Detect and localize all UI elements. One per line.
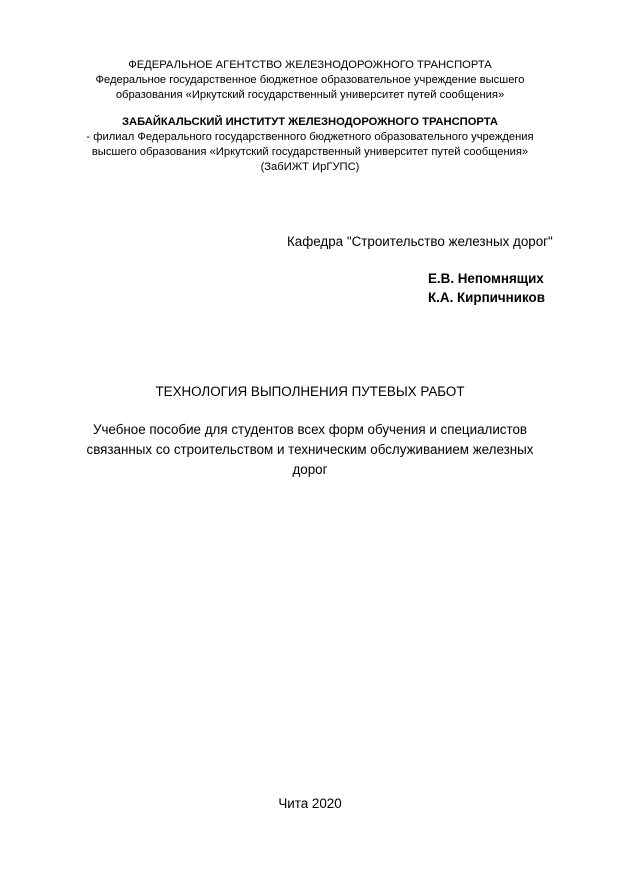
authors-block [428, 269, 545, 307]
university-line-1: Федеральное государственное бюджетное образовательное учреждение высшего [95, 74, 525, 86]
city-year: Чита 2020 [278, 796, 342, 811]
branch-line-1: - филиал Федерального государственного бюджетного образовательного учреждения [86, 131, 534, 143]
author-1: Е.В. Непомнящих [428, 271, 544, 286]
document-title: ТЕХНОЛОГИЯ ВЫПОЛНЕНИЯ ПУТЕВЫХ РАБОТ [155, 384, 465, 399]
institute-name: ЗАБАЙКАЛЬСКИЙ ИНСТИТУТ ЖЕЛЕЗНОДОРОЖНОГО ТРАНСПОРТА [122, 116, 498, 128]
subtitle-line-1: Учебное пособие для студентов всех форм обучения и специалистов [92, 422, 528, 437]
header-ministry-block [0, 58, 620, 103]
header-institute-block [0, 115, 620, 175]
department-name: Кафедра "Строительство железных дорог" [287, 234, 553, 249]
document-subtitle [0, 420, 620, 480]
agency-name: ФЕДЕРАЛЬНОЕ АГЕНТСТВО ЖЕЛЕЗНОДОРОЖНОГО ТРАНСПОРТА [128, 59, 492, 71]
university-line-2: образования «Иркутский государственный университет путей сообщения» [115, 89, 505, 101]
subtitle-line-3: дорог [292, 462, 328, 477]
subtitle-line-2: связанных со строительством и техническим обслуживанием железных [86, 442, 534, 457]
branch-line-3: (ЗабИЖТ ИрГУПС) [260, 161, 360, 173]
branch-line-2: высшего образования «Иркутский государственный университет путей сообщения» [91, 146, 529, 158]
author-2: К.А. Кирпичников [428, 290, 545, 305]
